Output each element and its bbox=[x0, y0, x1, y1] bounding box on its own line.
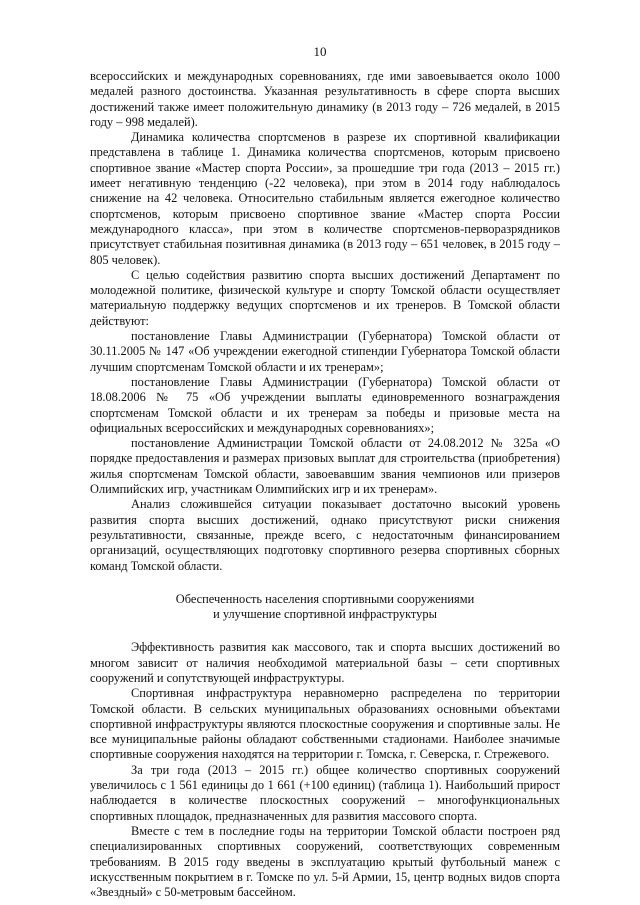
paragraph: За три года (2013 – 2015 гг.) общее количество спортивных сооружений увеличилось с 1 561 единицы до 1 661 (+100 единиц) (таблица 1). Наибольший прирост наблюдается в количестве плоскостных сооружений – многофункциональных спортивных площадок, предназначенных для развития массового спорта. bbox=[90, 762, 560, 823]
paragraph: Вместе с тем в последние годы на территории Томской области построен ряд специализированных спортивных сооружений, соответствующих современным требованиям. В 2015 году введены в эксплуатацию крытый футбольный манеж с искусственным покрытием в г. Томске по ул. 5-й Армии, 15, центр водных видов спорта «Звездный» с 50-метровым бассейном. bbox=[90, 823, 560, 900]
paragraphs-bottom bbox=[90, 640, 560, 900]
paragraph: Динамика количества спортсменов в разрезе их спортивной квалификации представлена в таблице 1. Динамика количества спортсменов, которым присвоено спортивное звание «Мастер спорта России», за прошедшие три года (2013 – 2015 гг.) имеет негативную тенденцию (-22 человека), при этом в 2014 году наблюдалось снижение на 42 человека. Относительно стабильным является ежегодное количество спортсменов, которым присвоено спортивное звание «Мастер спорта России международного класса», при этом в количестве спортсменов-перворазрядников присутствует стабильная позитивная динамика (в 2013 году – 651 человек, в 2015 году – 805 человек). bbox=[90, 130, 560, 267]
paragraph: всероссийских и международных соревнованиях, где ими завоевывается около 1000 медалей разного достоинства. Указанная результативность в сфере спорта высших достижений также имеет положительную динамику (в 2013 году – 726 медалей, в 2015 году – 998 медалей). bbox=[90, 69, 560, 129]
paragraph: постановление Главы Администрации (Губернатора) Томской области от 18.08.2006 № 75 «Об учреждении выплаты единовременного вознаграждения спортсменам Томской области и их тренерам за победы и призовые места на официальных всероссийских и международных соревнованиях»; bbox=[90, 374, 560, 435]
section-heading-line1: Обеспеченность населения спортивными сооружениями bbox=[175, 591, 475, 606]
paragraph: С целью содействия развитию спорта высших достижений Департамент по молодежной политике, физической культуре и спорту Томской области осуществляет материальную поддержку ведущих спортсменов и их тренеров. В Томской области действуют: bbox=[90, 267, 560, 328]
paragraph: постановление Администрации Томской области от 24.08.2012 № 325а «О порядке предоставления и размерах призовых выплат для строительства (приобретения) жилья спортсменам Томской области, завоевавшим звания чемпионов или призеров Олимпийских игр, участникам Олимпийских игр и их тренерам». bbox=[90, 436, 560, 497]
page-number: 10 bbox=[313, 44, 327, 59]
paragraph: постановление Главы Администрации (Губернатора) Томской области от 30.11.2005 № 147 «Об учреждении ежегодной стипендии Губернатора Томской области лучшим спортсменам Томской области и их тренерам»; bbox=[90, 329, 560, 374]
section-heading-line2: и улучшение спортивной инфраструктуры bbox=[213, 607, 437, 622]
paragraph: Эффективность развития как массового, так и спорта высших достижений во многом зависит от наличия необходимой материальной базы – сети спортивных сооружений и сопутствующей инфраструктуры. bbox=[90, 640, 560, 685]
section-heading bbox=[90, 592, 560, 623]
paragraph: Спортивная инфраструктура неравномерно распределена по территории Томской области. В сельских муниципальных образованиях основными объектами спортивной инфраструктуры являются плоскостные сооружения и спортивные залы. Не все муниципальные районы обладают собственными стадионами. Наиболее значимые спортивные сооружения находятся на территории г. Томска, г. Северска, г. Стрежевого. bbox=[90, 686, 560, 762]
document-body bbox=[90, 69, 560, 900]
paragraph: Анализ сложившейся ситуации показывает достаточно высокий уровень развития спорта высших достижений, однако присутствуют риски снижения результативности, связанные, прежде всего, с недостаточным финансированием организаций, осуществляющих подготовку спортивного резерва спортивных сборных команд Томской области. bbox=[90, 497, 560, 573]
paragraphs-top bbox=[90, 69, 560, 574]
